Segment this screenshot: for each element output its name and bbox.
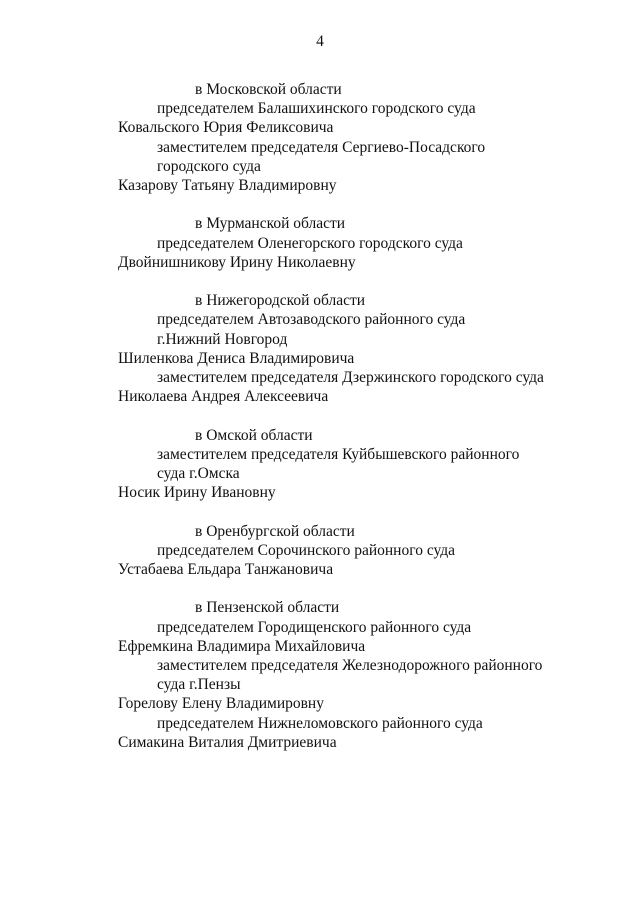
- position-title: председателем Балашихинского городского суда: [157, 100, 476, 118]
- section-spacer: [0, 195, 640, 214]
- appointments-list: [0, 80, 640, 752]
- appointee-name: Носик Ирину Ивановну: [118, 484, 276, 502]
- appointee-name: Устабаева Ельдара Танжановича: [118, 561, 334, 579]
- page-number: 4: [316, 33, 324, 50]
- region-heading: в Московской области: [195, 81, 342, 98]
- position-title: заместителем председателя Железнодорожного районного: [157, 657, 543, 675]
- appointee-name: Ковальского Юрия Феликсовича: [118, 119, 334, 137]
- position-title: председателем Сорочинского районного суда: [157, 541, 456, 559]
- region-section: [0, 80, 640, 195]
- region-section: [0, 426, 640, 503]
- section-spacer: [0, 272, 640, 291]
- region-section: [0, 598, 640, 752]
- position-title: заместителем председателя Куйбышевского районного: [157, 445, 520, 463]
- region-heading: в Пензенской области: [195, 599, 340, 617]
- position-title: председателем Городищенского районного суда: [157, 618, 472, 636]
- position-title: суда г.Пензы: [157, 676, 241, 694]
- position-title: городского суда: [157, 157, 261, 175]
- position-title: заместителем председателя Дзержинского городского суда: [157, 369, 544, 387]
- position-title: г.Нижний Новгород: [157, 330, 288, 348]
- region-heading: в Нижегородской области: [195, 292, 366, 310]
- position-title: заместителем председателя Сергиево-Посадского: [157, 138, 486, 156]
- appointee-name: Николаева Андрея Алексеевича: [118, 388, 329, 406]
- section-spacer: [0, 502, 640, 521]
- section-spacer: [0, 579, 640, 598]
- appointee-name: Двойнишникову Ирину Николаевну: [118, 253, 356, 271]
- appointee-name: Шиленкова Дениса Владимировича: [118, 349, 355, 367]
- position-title: председателем Автозаводского районного суда: [157, 311, 466, 329]
- position-title: председателем Нижнеломовского районного суда: [157, 714, 483, 732]
- appointee-name: Ефремкина Владимира Михайловича: [118, 637, 366, 655]
- region-section: [0, 291, 640, 406]
- position-title: суда г.Омска: [157, 465, 240, 483]
- appointee-name: Горелову Елену Владимировну: [118, 695, 324, 713]
- section-spacer: [0, 406, 640, 425]
- region-section: [0, 214, 640, 272]
- region-heading: в Омской области: [195, 426, 313, 444]
- appointee-name: Казарову Татьяну Владимировну: [118, 177, 337, 195]
- region-section: [0, 522, 640, 580]
- region-heading: в Мурманской области: [195, 215, 346, 233]
- position-title: председателем Оленегорского городского суда: [157, 234, 463, 252]
- region-heading: в Оренбургской области: [195, 522, 355, 540]
- appointee-name: Симакина Виталия Дмитриевича: [118, 733, 337, 751]
